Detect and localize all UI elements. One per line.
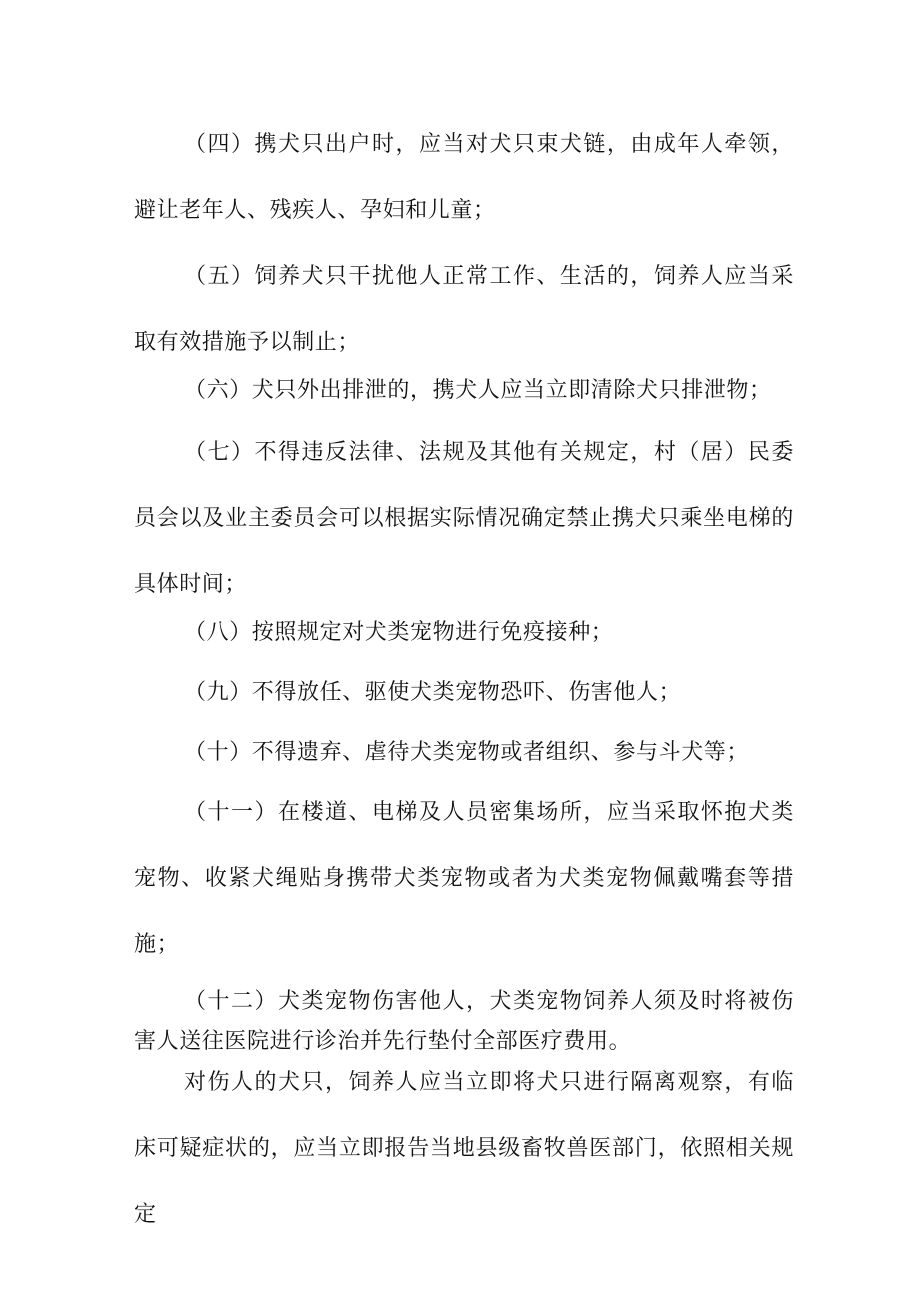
paragraph-item-4: （四）携犬只出户时，应当对犬只束犬链，由成年人牵领，避让老年人、残疾人、孕妇和儿童；	[134, 132, 794, 223]
paragraph-item-11: （十一）在楼道、电梯及人员密集场所，应当采取怀抱犬类宠物、收紧犬绳贴身携带犬类宠物或者为犬类宠物佩戴嘴套等措施；	[134, 800, 794, 957]
paragraph-item-6: （六）犬只外出排泄的，携犬人应当立即清除犬只排泄物；	[184, 378, 772, 403]
paragraph-item-5: （五）饲养犬只干扰他人正常工作、生活的，饲养人应当采取有效措施予以制止；	[134, 264, 794, 355]
paragraph-item-10: （十）不得遗弃、虐待犬类宠物或者组织、参与斗犬等；	[184, 740, 750, 765]
paragraph-item-7: （七）不得违反法律、法规及其他有关规定，村（居）民委员会以及业主委员会可以根据实际情况确定禁止携犬只乘坐电梯的具体时间；	[134, 440, 794, 597]
paragraph-closing: 对伤人的犬只，饲养人应当立即将犬只进行隔离观察，有临床可疑症状的，应当立即报告当地县级畜牧兽医部门，依照相关规定	[134, 1070, 794, 1227]
paragraph-item-12: （十二）犬类宠物伤害他人，犬类宠物饲养人须及时将被伤害人送往医院进行诊治并先行垫付全部医疗费用。	[134, 989, 794, 1054]
paragraph-item-9: （九）不得放任、驱使犬类宠物恐吓、伤害他人；	[184, 680, 682, 705]
paragraph-item-8: （八）按照规定对犬类宠物进行免疫接种；	[184, 620, 614, 645]
